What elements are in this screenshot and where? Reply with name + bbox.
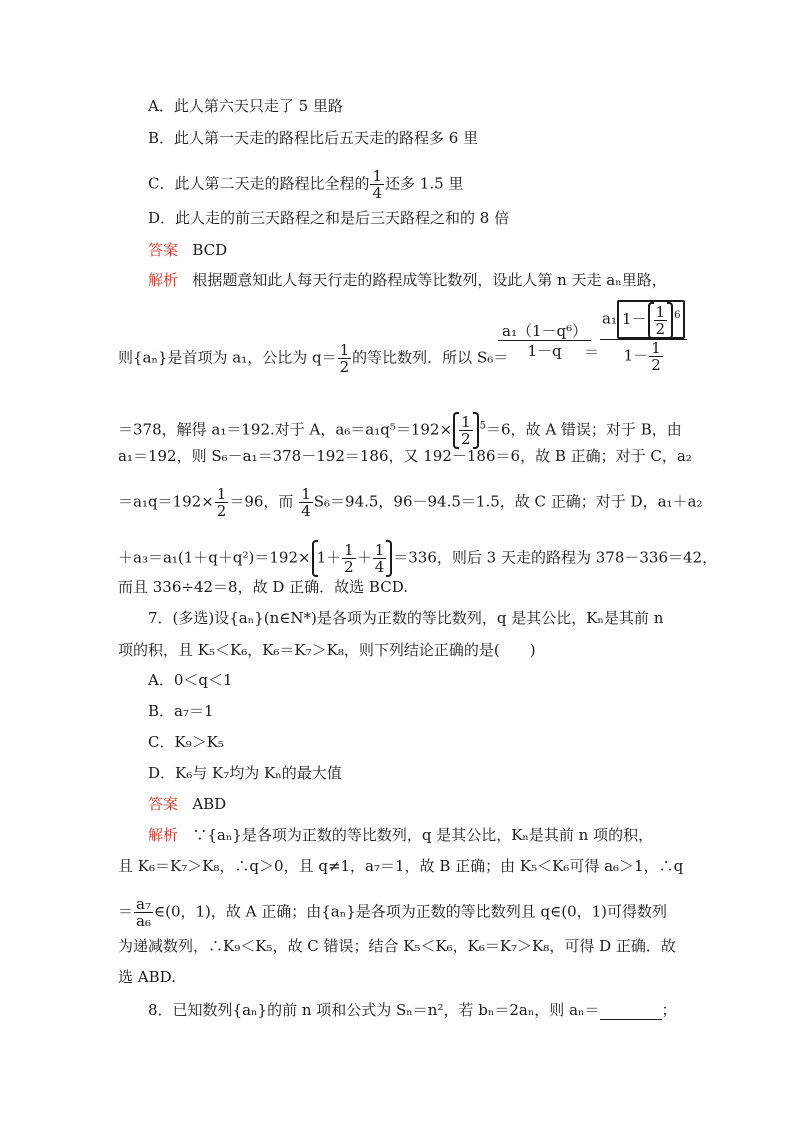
fraction-one-half: $\frac{1}{2}$ [339,341,350,376]
equals-sign: ＝ [584,343,600,361]
q8-stem: 8．已知数列{aₙ}的前 n 项和公式为 Sₙ＝n²，若 bₙ＝2aₙ，则 aₙ＝ ； [148,1001,677,1019]
q7-analysis-line-3: ＝ $\frac{\text{a₇}}{\text{a₆}}$ ∈(0，1)，故 A 正确；由{aₙ}是各项为正数的等比数列且 q∈(0，1)可得数列 [118,895,668,930]
analysis-6-line-7: 而且 336÷42＝8，故 D 正确．故选 BCD. [118,578,408,596]
option-c: C．此人第二天走的路程比全程的 $\frac{1}{4}$ 还多 1.5 里 [148,167,464,202]
sum-formula-fraction: $\frac{\text{a₁（1－q⁶）}}{1-q}$ [498,322,591,361]
analysis-6-line-6: ＋a₃＝a₁(1＋q＋q²)＝192× 1＋ $\frac{1}{2}$ ＋ $\frac{1}{4}$ ＝336，则后 3 天走的路程为 378－336＝42， [118,541,718,576]
q7-option-c: C．K₉＞K₅ [148,733,224,751]
answer-label: 答案 [148,241,179,259]
q7-option-a: A．0＜q＜1 [148,671,233,689]
analysis-6-line-3: ＝378，解得 a₁＝192.对于 A，a₆＝a₁q⁵＝192× $\frac{1}{2}$ $^5$＝6，故 A 错误；对于 B，由 [118,413,682,448]
q7-option-d: D．K₆与 K₇均为 Kₙ的最大值 [148,764,342,782]
q7-stem-line-2: 项的积，且 K₅＜K₆，K₆＝K₇＞K₈，则下列结论正确的是( ) [118,641,536,659]
answer-7: 答案 ABD [148,795,227,813]
answer-blank[interactable] [600,1003,662,1020]
option-a: A．此人第六天只走了 5 里路 [148,97,343,115]
sum-formula-expanded: a₁ 1－ $\frac{1}{2}$ $^6$ 1－ $\frac{1}{2}$ [600,300,687,373]
analysis-6-line-5: ＝a₁q＝192× $\frac{1}{2}$ ＝96，而 $\frac{1}{4}$ S₆＝94.5，96－94.5＝1.5，故 C 正确；对于 D，a₁＋a₂ [118,485,703,520]
analysis-6-line-4: a₁＝192，则 S₆－a₁＝378－192＝186，又 192－186＝6，故 B 正确；对于 C，a₂ [118,447,692,465]
paren-half: $\frac{1}{2}$ [458,414,474,447]
q7-option-b: B．a₇＝1 [148,702,214,720]
fraction-a7-a6: $\frac{\text{a₇}}{\text{a₆}}$ [136,895,151,930]
analysis-label: 解析 [148,271,179,289]
fraction-one-quarter: $\frac{1}{4}$ [372,167,383,202]
q7-analysis-line-5: 选 ABD. [118,968,176,986]
q7-stem-line-1: 7．(多选)设{aₙ}(n∈N*)是各项为正数的等比数列，q 是其公比，Kₙ是其前 n [148,609,664,627]
q7-analysis-line-1: 解析 ∵{aₙ}是各项为正数的等比数列，q 是其公比，Kₙ是其前 n 项的积， [148,826,654,844]
answer-6: 答案 BCD [148,241,228,259]
analysis-6-line-2: 则{aₙ}是首项为 a₁，公比为 q＝ $\frac{1}{2}$ 的等比数列．所以 S₆＝ [118,341,509,376]
analysis-6-line-1: 解析 根据题意知此人每天行走的路程成等比数列，设此人第 n 天走 aₙ里路， [148,271,667,289]
paren-sum: 1＋ $\frac{1}{2}$ ＋ $\frac{1}{4}$ [317,542,388,575]
q7-analysis-line-4: 为递减数列，∴K₉＜K₅，故 C 错误；结合 K₅＜K₆，K₆＝K₇＞K₈，可得 D 正确．故 [118,937,676,955]
q7-analysis-line-2: 且 K₆＝K₇＞K₈，∴q＞0，且 q≠1，a₇＝1，故 B 正确；由 K₅＜K₆可得 a₆＞1，∴q [118,857,684,875]
option-d: D．此人走的前三天路程之和是后三天路程之和的 8 倍 [148,209,510,227]
option-b: B．此人第一天走的路程比后五天走的路程多 6 里 [148,129,479,147]
